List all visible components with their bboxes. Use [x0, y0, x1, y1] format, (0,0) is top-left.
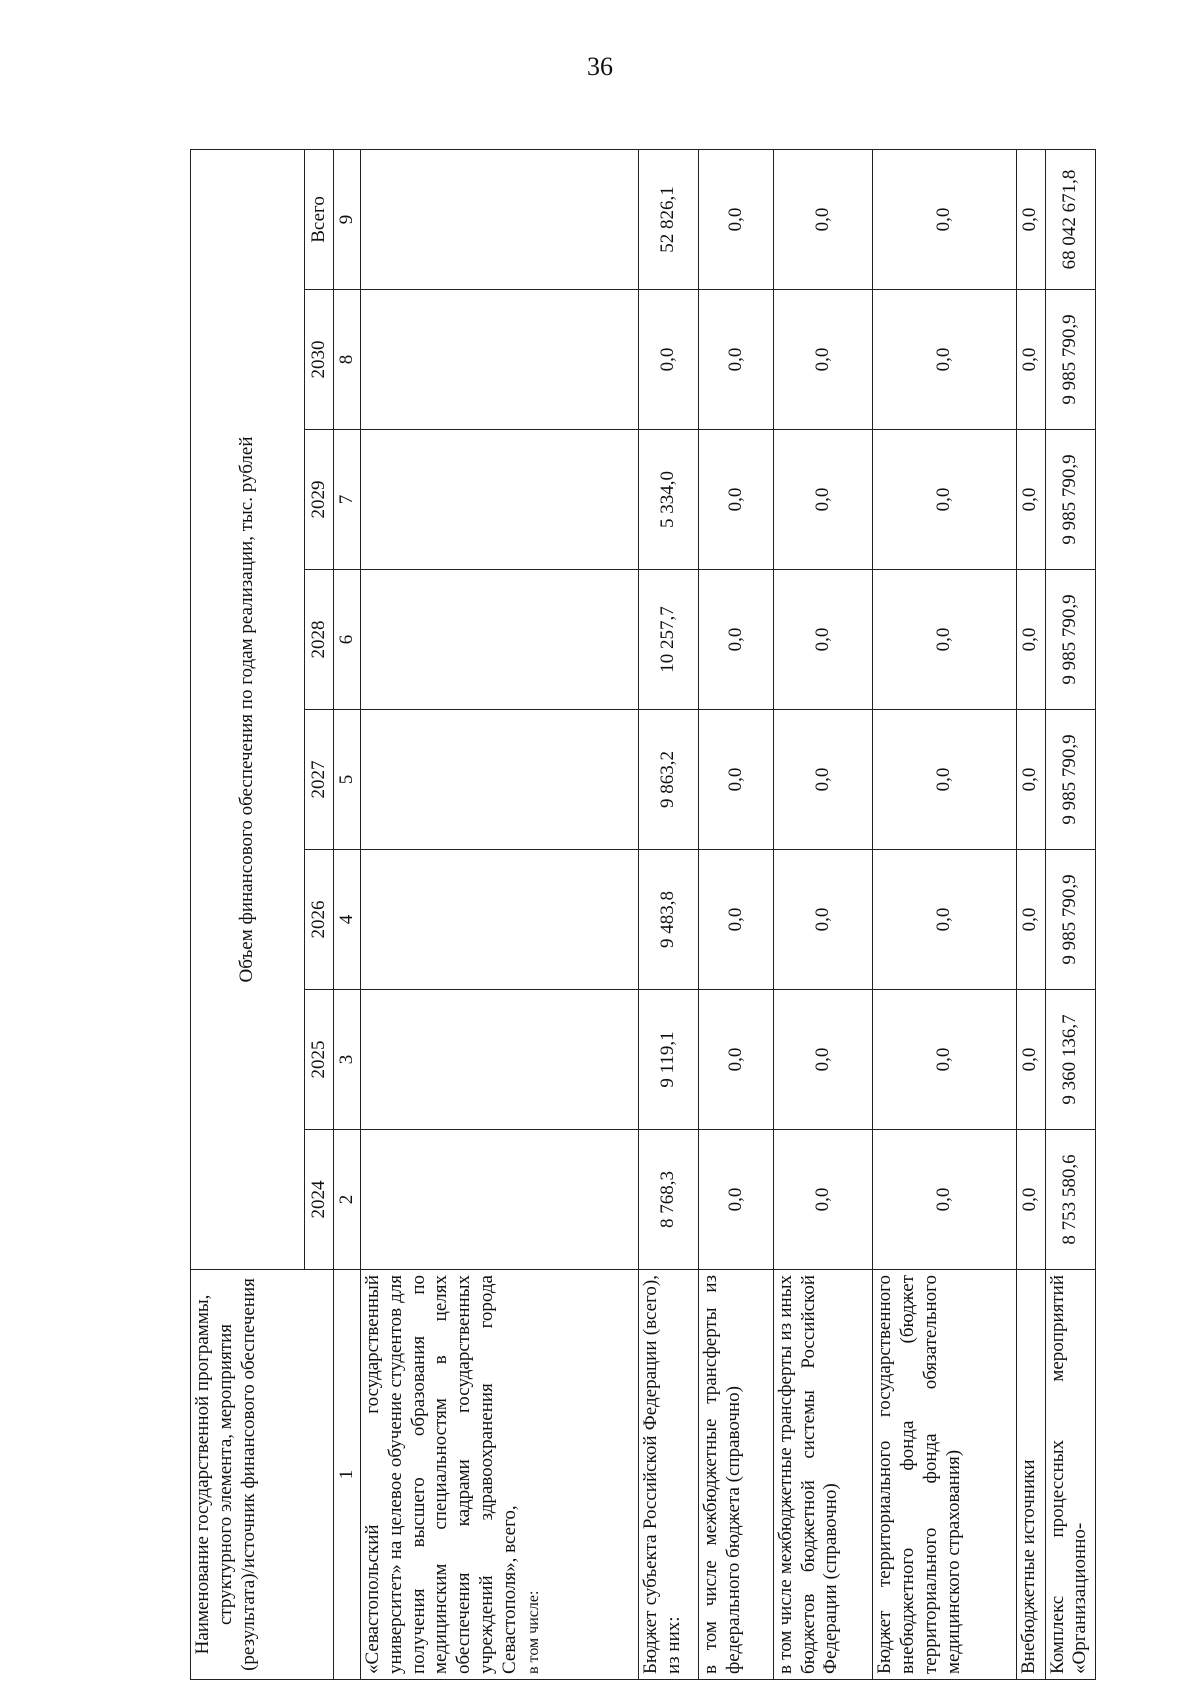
- value-cell: 0,0: [699, 710, 774, 850]
- value-cell: 0,0: [773, 430, 873, 570]
- column-number: 1: [334, 1270, 361, 1680]
- table-row: [361, 149, 639, 1679]
- value-cell: 0,0: [699, 570, 774, 710]
- value-cell: 0,0: [873, 990, 1016, 1130]
- row-name: в том числе межбюджетные трансферты из иных бюджетов бюджетной системы Российской Федерации (справочно): [773, 1270, 873, 1680]
- value-cell: [361, 570, 639, 710]
- year-header: 2027: [305, 710, 334, 850]
- value-cell: 0,0: [699, 850, 774, 990]
- row-name: «Севастопольский государственный университет» на целевое обучение студентов для получения высшего образования по медицинским специальностям в целях обеспечения кадрами государственных учреждений здравоохранения города Севастополя», всего,: [362, 1275, 520, 1674]
- year-header: 2026: [305, 850, 334, 990]
- column-number-row: [334, 149, 361, 1679]
- row-name: Бюджет субъекта Российской Федерации (всего), из них:: [639, 1270, 699, 1680]
- value-cell: 0,0: [873, 710, 1016, 850]
- row-name: Внебюджетные источники: [1016, 1270, 1045, 1680]
- value-cell: 0,0: [873, 850, 1016, 990]
- column-number: 4: [334, 850, 361, 990]
- value-cell: [361, 850, 639, 990]
- volume-header: Объем финансового обеспечения по годам реализации, тыс. рублей: [191, 149, 305, 1269]
- year-header: 2024: [305, 1130, 334, 1270]
- table-row: [1045, 149, 1095, 1679]
- value-cell: [361, 990, 639, 1130]
- value-cell: 0,0: [1016, 570, 1045, 710]
- table-row: [873, 149, 1016, 1679]
- value-cell: 0,0: [773, 990, 873, 1130]
- value-cell: 0,0: [1016, 290, 1045, 430]
- value-cell: 0,0: [773, 710, 873, 850]
- value-cell: 8 753 580,6: [1045, 1130, 1095, 1270]
- table-row: [639, 149, 699, 1679]
- row-name: Бюджет территориального государственного внебюджетного фонда (бюджет территориального фонда обязательного медицинского страхования): [873, 1270, 1016, 1680]
- value-cell: 0,0: [773, 570, 873, 710]
- row-name: в том числе межбюджетные трансферты из федерального бюджета (справочно): [699, 1270, 774, 1680]
- page-number: 36: [587, 52, 613, 81]
- column-number: 6: [334, 570, 361, 710]
- value-cell: 9 985 790,9: [1045, 710, 1095, 850]
- value-cell: 9 119,1: [639, 990, 699, 1130]
- financing-table: [190, 149, 1096, 1680]
- value-cell: 0,0: [699, 290, 774, 430]
- value-cell: 0,0: [1016, 990, 1045, 1130]
- value-cell: 8 768,3: [639, 1130, 699, 1270]
- row-name: Комплекс процессных мероприятий «Организационно-: [1045, 1270, 1095, 1680]
- value-cell: 0,0: [1016, 850, 1045, 990]
- column-number: 2: [334, 1130, 361, 1270]
- value-cell: 9 985 790,9: [1045, 570, 1095, 710]
- value-cell: 9 985 790,9: [1045, 290, 1095, 430]
- value-cell: 0,0: [699, 149, 774, 289]
- year-header: 2025: [305, 990, 334, 1130]
- rotated-table-container: [190, 150, 1096, 1680]
- value-cell: 0,0: [873, 290, 1016, 430]
- value-cell: [361, 290, 639, 430]
- value-cell: 0,0: [639, 290, 699, 430]
- value-cell: 0,0: [773, 149, 873, 289]
- name-column-header: Наименование государственной программы, структурного элемента, мероприятия (результата)/источник финансового обеспечения: [191, 1270, 334, 1680]
- value-cell: 0,0: [1016, 1130, 1045, 1270]
- value-cell: 0,0: [1016, 710, 1045, 850]
- year-header: 2028: [305, 570, 334, 710]
- column-number: 9: [334, 149, 361, 289]
- row-name-cell: [361, 1270, 639, 1680]
- column-number: 3: [334, 990, 361, 1130]
- value-cell: 0,0: [773, 290, 873, 430]
- value-cell: 5 334,0: [639, 430, 699, 570]
- value-cell: 52 826,1: [639, 149, 699, 289]
- value-cell: 9 985 790,9: [1045, 430, 1095, 570]
- value-cell: 0,0: [699, 430, 774, 570]
- column-number: 5: [334, 710, 361, 850]
- value-cell: 0,0: [699, 990, 774, 1130]
- value-cell: 0,0: [773, 1130, 873, 1270]
- table-row: [699, 149, 774, 1679]
- column-number: 8: [334, 290, 361, 430]
- value-cell: 0,0: [873, 570, 1016, 710]
- value-cell: 0,0: [773, 850, 873, 990]
- row-note: в том числе:: [524, 1590, 542, 1674]
- value-cell: [361, 149, 639, 289]
- table-row: [773, 149, 873, 1679]
- value-cell: 10 257,7: [639, 570, 699, 710]
- year-header: 2030: [305, 290, 334, 430]
- header-row-1: [191, 149, 305, 1679]
- column-number: 7: [334, 430, 361, 570]
- value-cell: 0,0: [699, 1130, 774, 1270]
- value-cell: 0,0: [873, 1130, 1016, 1270]
- value-cell: 9 863,2: [639, 710, 699, 850]
- value-cell: 0,0: [1016, 149, 1045, 289]
- value-cell: 0,0: [1016, 430, 1045, 570]
- value-cell: 9 985 790,9: [1045, 850, 1095, 990]
- value-cell: 0,0: [873, 149, 1016, 289]
- value-cell: 9 360 136,7: [1045, 990, 1095, 1130]
- value-cell: 68 042 671,8: [1045, 149, 1095, 289]
- year-header: 2029: [305, 430, 334, 570]
- table-row: [1016, 149, 1045, 1679]
- value-cell: 9 483,8: [639, 850, 699, 990]
- value-cell: [361, 710, 639, 850]
- value-cell: 0,0: [873, 430, 1016, 570]
- total-header: Всего: [305, 149, 334, 289]
- value-cell: [361, 1130, 639, 1270]
- value-cell: [361, 430, 639, 570]
